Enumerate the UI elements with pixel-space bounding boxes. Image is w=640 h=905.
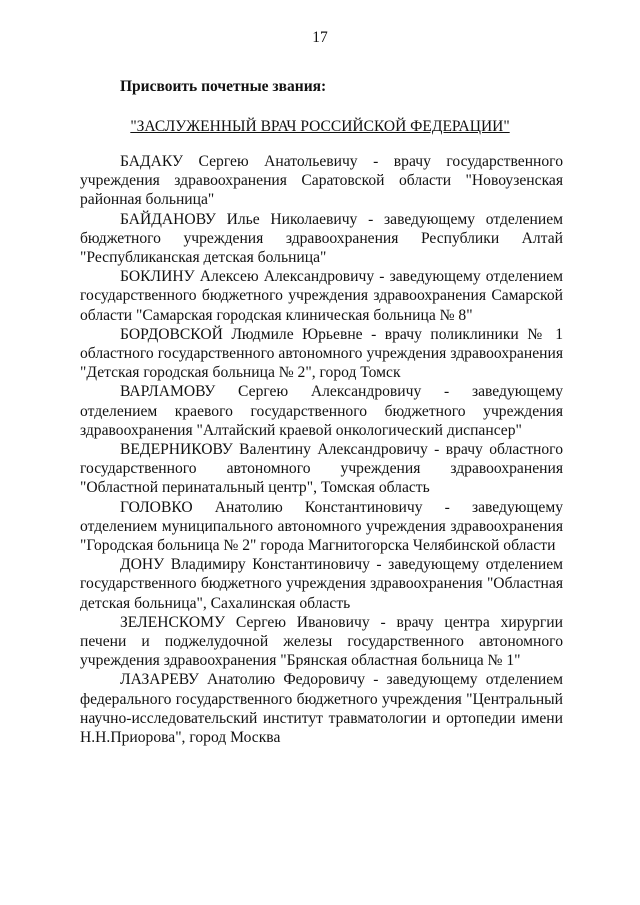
honor-title: "ЗАСЛУЖЕННЫЙ ВРАЧ РОССИЙСКОЙ ФЕДЕРАЦИИ" — [130, 118, 510, 135]
award-entry: ЛАЗАРЕВУ Анатолию Федоровичу - заведующему отделением федерального государственного бюджетного учреждения "Центральный научно-исследовательский институт травматологии и ортопедии имени Н.Н.Приорова", город Москва — [80, 671, 563, 747]
award-entry: ВЕДЕРНИКОВУ Валентину Александровичу - врачу областного государственного автономного учреждения здравоохранения "Областной перинатальный центр", Томская область — [80, 441, 563, 497]
section-title: Присвоить почетные звания: — [120, 78, 327, 95]
award-entry: БОКЛИНУ Алексею Александровичу - заведующему отделением государственного бюджетного учреждения здравоохранения Самарской области "Самарская городская клиническая больница № 8" — [80, 268, 563, 324]
award-entry: ВАРЛАМОВУ Сергею Александровичу - заведующему отделением краевого государственного бюджетного учреждения здравоохранения "Алтайский краевой онкологический диспансер" — [80, 383, 563, 439]
award-entry: ГОЛОВКО Анатолию Константиновичу - заведующему отделением муниципального автономного учреждения здравоохранения "Городская больница № 2" города Магнитогорска Челябинской области — [80, 498, 563, 555]
award-entry: ЗЕЛЕНСКОМУ Сергею Ивановичу - врачу центра хирургии печени и поджелудочной железы государственного автономного учреждения здравоохранения "Брянская областная больница № 1" — [80, 613, 563, 670]
award-entry: БОРДОВСКОЙ Людмиле Юрьевне - врачу поликлиники № 1 областного государственного автономного учреждения здравоохранения "Детская городская больница № 2", город Томск — [80, 325, 563, 382]
awards-list — [80, 152, 563, 747]
award-entry: БАЙДАНОВУ Илье Николаевичу - заведующему отделением бюджетного учреждения здравоохранения Республики Алтай "Республиканская детская больница" — [80, 210, 563, 267]
award-entry: БАДАКУ Сергею Анатольевичу - врачу государственного учреждения здравоохранения Саратовской области "Новоузенская районная больница" — [80, 153, 563, 209]
award-entry: ДОНУ Владимиру Константиновичу - заведующему отделением государственного бюджетного учреждения здравоохранения "Областная детская больница", Сахалинская область — [80, 556, 563, 612]
page-number: 17 — [312, 29, 328, 46]
